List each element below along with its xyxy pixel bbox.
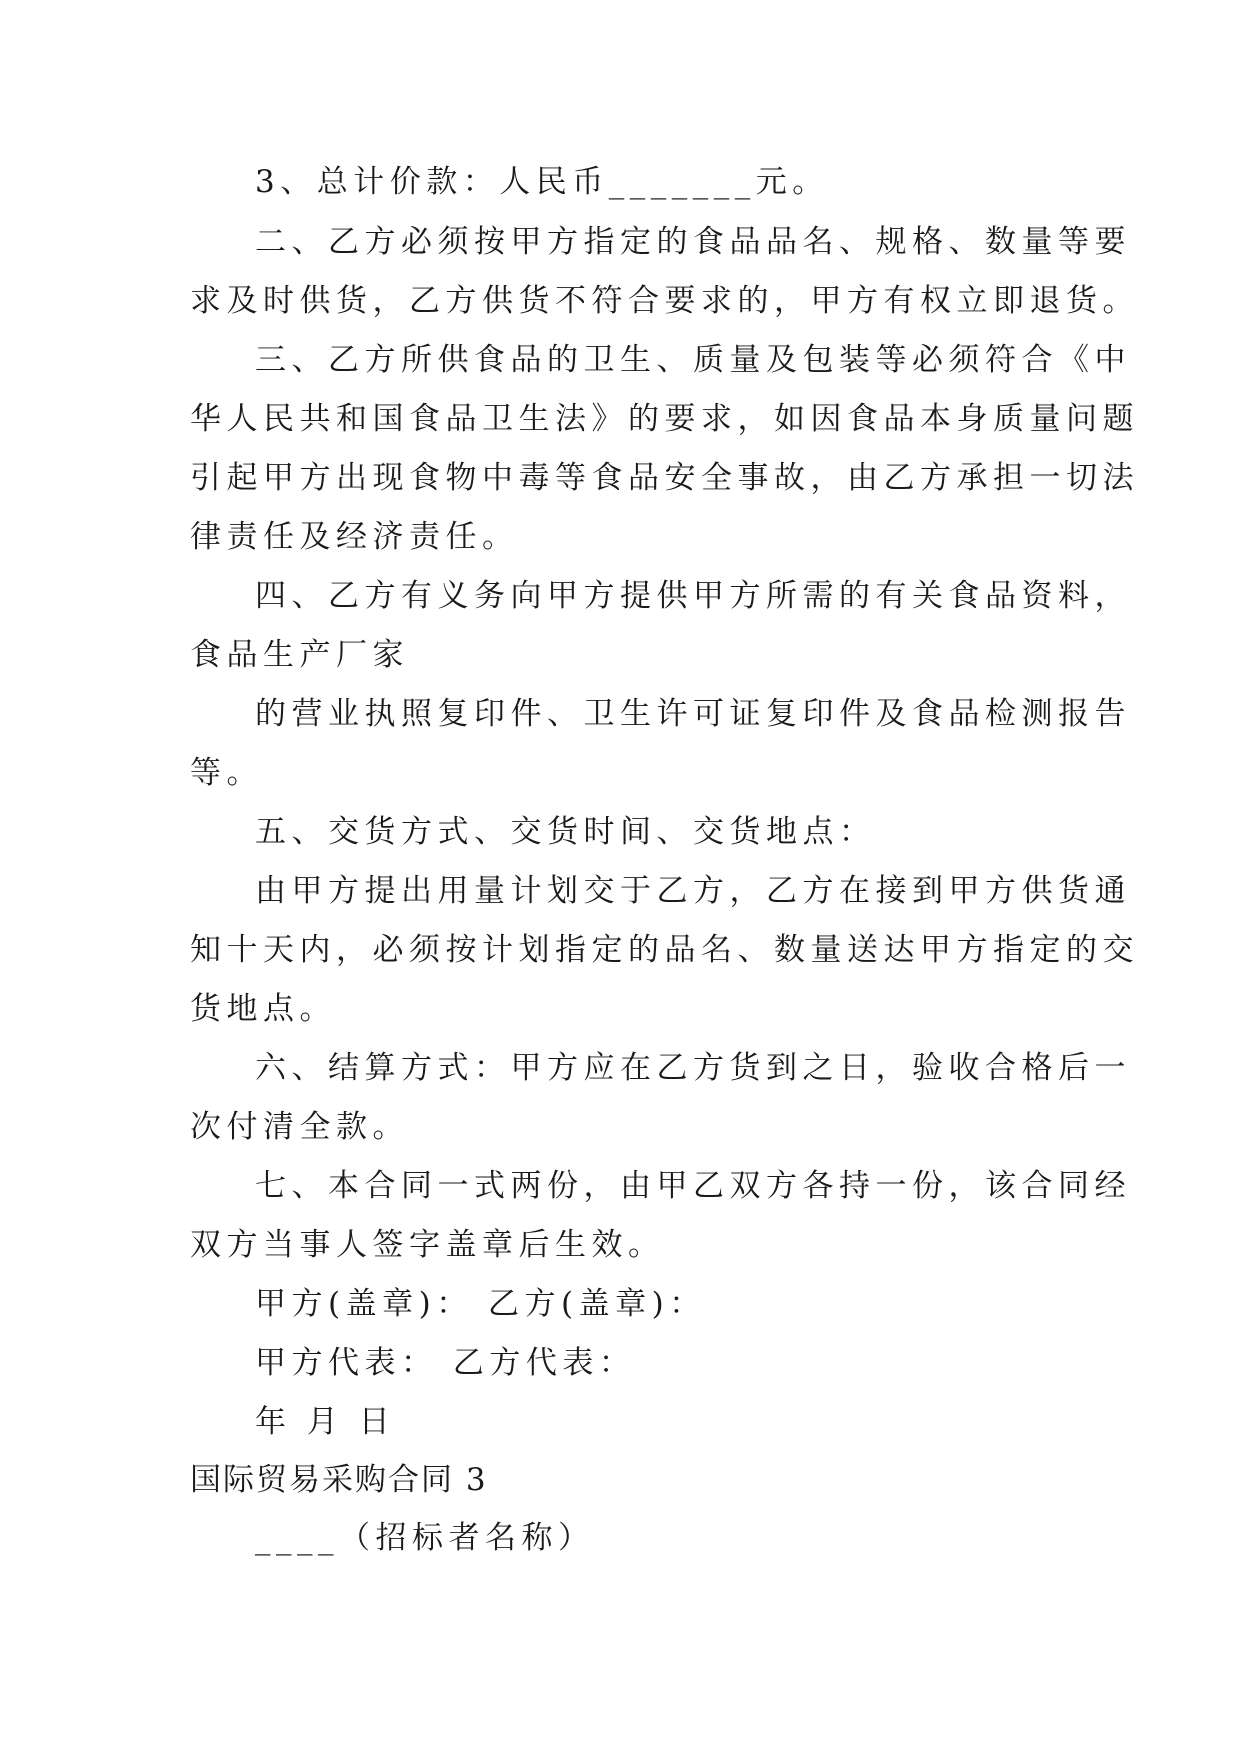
clause-4-line-2: 食品生产厂家 <box>190 637 409 673</box>
clause-2-line-2: 求及时供货，乙方供货不符合要求的，甲方有权立即退货。 <box>190 283 1139 319</box>
clause-4-line-1: 四、乙方有义务向甲方提供甲方所需的有关食品资料， <box>255 578 1131 614</box>
clause-6-line-2: 次付清全款。 <box>190 1109 409 1145</box>
clause-7-line-2: 双方当事人签字盖章后生效。 <box>190 1227 665 1263</box>
seal-line: 甲方(盖章)： 乙方(盖章)： <box>255 1286 706 1322</box>
representative-line: 甲方代表： 乙方代表： <box>255 1345 636 1381</box>
clause-3-line-4: 律责任及经济责任。 <box>190 519 519 555</box>
clause-3-line-2: 华人民共和国食品卫生法》的要求，如因食品本身质量问题 <box>190 401 1139 437</box>
bidder-name-line: ____（招标者名称） <box>255 1520 595 1556</box>
clause-2-line-1: 二、乙方必须按甲方指定的食品品名、规格、数量等要 <box>255 224 1131 260</box>
clause-5-line-1: 由甲方提出用量计划交于乙方，乙方在接到甲方供货通 <box>255 873 1131 909</box>
clause-5-heading: 五、交货方式、交货时间、交货地点： <box>255 814 876 850</box>
clause-3-line-1: 三、乙方所供食品的卫生、质量及包装等必须符合《中 <box>255 342 1131 378</box>
clause-5-line-2: 知十天内，必须按计划指定的品名、数量送达甲方指定的交 <box>190 932 1139 968</box>
clause-3-line-3: 引起甲方出现食物中毒等食品安全事故，由乙方承担一切法 <box>190 460 1139 496</box>
date-line: 年 月 日 <box>255 1404 396 1440</box>
clause-7-line-1: 七、本合同一式两份，由甲乙双方各持一份，该合同经 <box>255 1168 1131 1204</box>
clause-4-line-4: 等。 <box>190 755 263 791</box>
total-price-line: 3、总计价款：人民币_______元。 <box>255 164 829 200</box>
clause-5-line-3: 货地点。 <box>190 991 336 1027</box>
clause-6-line-1: 六、结算方式：甲方应在乙方货到之日，验收合格后一 <box>255 1050 1131 1086</box>
section-title: 国际贸易采购合同 3 <box>190 1462 488 1498</box>
clause-4-line-3: 的营业执照复印件、卫生许可证复印件及食品检测报告 <box>255 696 1131 732</box>
